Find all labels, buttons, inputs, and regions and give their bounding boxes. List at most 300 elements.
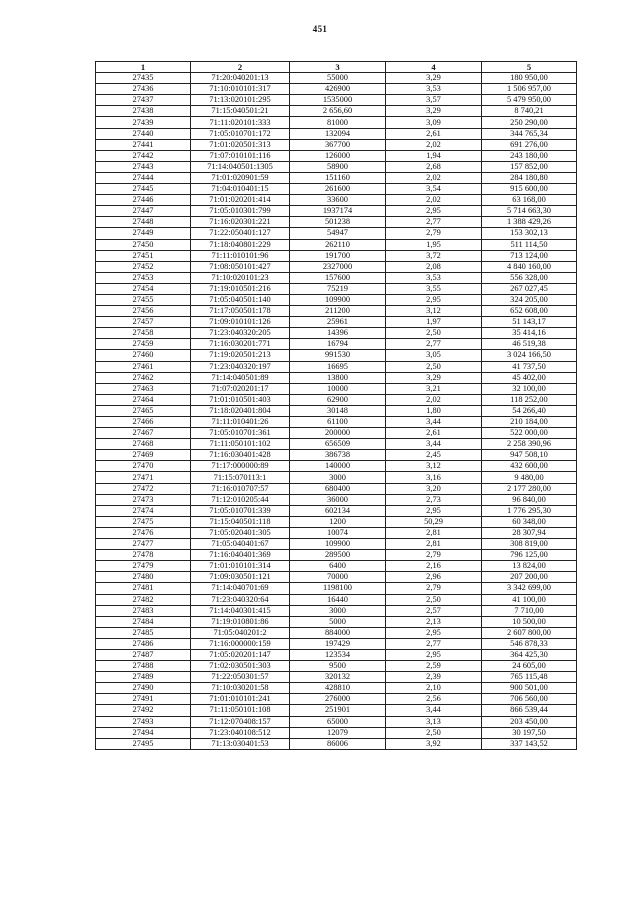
value-cell: 546 878,33 xyxy=(482,638,577,649)
value-cell: 8 740,21 xyxy=(482,106,577,117)
area-cell: 62900 xyxy=(290,394,386,405)
cadastral-number-cell: 71:10:030201:58 xyxy=(191,683,290,694)
value-cell: 706 560,00 xyxy=(482,694,577,705)
value-cell: 900 501,00 xyxy=(482,683,577,694)
area-cell: 140000 xyxy=(290,461,386,472)
area-cell: 276000 xyxy=(290,694,386,705)
record-number-cell: 27453 xyxy=(96,272,191,283)
rate-cell: 3,12 xyxy=(386,306,482,317)
value-cell: 54 266,40 xyxy=(482,405,577,416)
table-row xyxy=(96,172,577,183)
record-number-cell: 27436 xyxy=(96,84,191,95)
value-cell: 157 852,00 xyxy=(482,161,577,172)
area-cell: 320132 xyxy=(290,672,386,683)
record-number-cell: 27450 xyxy=(96,239,191,250)
value-cell: 180 950,00 xyxy=(482,73,577,84)
table-row xyxy=(96,672,577,683)
value-cell: 915 600,00 xyxy=(482,184,577,195)
area-cell: 10000 xyxy=(290,383,386,394)
value-cell: 713 124,00 xyxy=(482,250,577,261)
table-row xyxy=(96,106,577,117)
cadastral-number-cell: 71:11:010401:26 xyxy=(191,417,290,428)
table-row xyxy=(96,128,577,139)
area-cell: 991530 xyxy=(290,350,386,361)
value-cell: 5 714 663,30 xyxy=(482,206,577,217)
area-cell: 9500 xyxy=(290,661,386,672)
cadastral-number-cell: 71:16:020301:221 xyxy=(191,217,290,228)
cadastral-number-cell: 71:18:020401:804 xyxy=(191,405,290,416)
record-number-cell: 27441 xyxy=(96,139,191,150)
cadastral-number-cell: 71:01:010101:241 xyxy=(191,694,290,705)
table-row xyxy=(96,439,577,450)
area-cell: 5000 xyxy=(290,616,386,627)
area-cell: 75219 xyxy=(290,283,386,294)
record-number-cell: 27480 xyxy=(96,572,191,583)
area-cell: 25961 xyxy=(290,317,386,328)
table-row xyxy=(96,283,577,294)
column-header: 5 xyxy=(482,62,577,73)
table-row xyxy=(96,383,577,394)
area-cell: 501238 xyxy=(290,217,386,228)
value-cell: 364 425,30 xyxy=(482,649,577,660)
rate-cell: 3,54 xyxy=(386,184,482,195)
column-header: 1 xyxy=(96,62,191,73)
rate-cell: 2,95 xyxy=(386,649,482,660)
cadastral-number-cell: 71:11:050101:108 xyxy=(191,705,290,716)
cadastral-number-cell: 71:05:010701:339 xyxy=(191,505,290,516)
cadastral-number-cell: 71:16:000000:159 xyxy=(191,638,290,649)
area-cell: 197429 xyxy=(290,638,386,649)
record-number-cell: 27457 xyxy=(96,317,191,328)
area-cell: 109900 xyxy=(290,539,386,550)
table-row xyxy=(96,583,577,594)
rate-cell: 3,29 xyxy=(386,372,482,383)
area-cell: 13800 xyxy=(290,372,386,383)
cadastral-number-cell: 71:10:020101:23 xyxy=(191,272,290,283)
rate-cell: 3,44 xyxy=(386,439,482,450)
rate-cell: 2,02 xyxy=(386,394,482,405)
cadastral-number-cell: 71:15:040501:118 xyxy=(191,516,290,527)
value-cell: 3 342 699,00 xyxy=(482,583,577,594)
value-cell: 5 479 950,00 xyxy=(482,95,577,106)
table-row xyxy=(96,428,577,439)
area-cell: 12079 xyxy=(290,727,386,738)
area-cell: 86006 xyxy=(290,738,386,749)
cadastral-number-cell: 71:05:040501:140 xyxy=(191,294,290,305)
rate-cell: 2,50 xyxy=(386,361,482,372)
area-cell: 70000 xyxy=(290,572,386,583)
value-cell: 13 824,00 xyxy=(482,561,577,572)
record-number-cell: 27468 xyxy=(96,439,191,450)
cadastral-number-cell: 71:17:000000:89 xyxy=(191,461,290,472)
table-row xyxy=(96,250,577,261)
cadastral-number-cell: 71:23:040108:512 xyxy=(191,727,290,738)
value-cell: 267 027,45 xyxy=(482,283,577,294)
rate-cell: 2,77 xyxy=(386,217,482,228)
record-number-cell: 27459 xyxy=(96,339,191,350)
record-number-cell: 27490 xyxy=(96,683,191,694)
data-table xyxy=(95,61,577,750)
record-number-cell: 27438 xyxy=(96,106,191,117)
rate-cell: 3,44 xyxy=(386,417,482,428)
record-number-cell: 27466 xyxy=(96,417,191,428)
data-table-container xyxy=(95,61,576,750)
area-cell: 58900 xyxy=(290,161,386,172)
rate-cell: 3,44 xyxy=(386,705,482,716)
cadastral-number-cell: 71:16:030201:771 xyxy=(191,339,290,350)
rate-cell: 2,13 xyxy=(386,616,482,627)
cadastral-number-cell: 71:18:040801:229 xyxy=(191,239,290,250)
value-cell: 4 840 160,00 xyxy=(482,261,577,272)
cadastral-number-cell: 71:09:030501:121 xyxy=(191,572,290,583)
record-number-cell: 27455 xyxy=(96,294,191,305)
cadastral-number-cell: 71:23:040320:197 xyxy=(191,361,290,372)
cadastral-number-cell: 71:08:050101:427 xyxy=(191,261,290,272)
area-cell: 109900 xyxy=(290,294,386,305)
record-number-cell: 27478 xyxy=(96,550,191,561)
value-cell: 24 605,00 xyxy=(482,661,577,672)
rate-cell: 3,16 xyxy=(386,472,482,483)
cadastral-number-cell: 71:12:010205:44 xyxy=(191,494,290,505)
value-cell: 153 302,13 xyxy=(482,228,577,239)
area-cell: 55000 xyxy=(290,73,386,84)
table-row xyxy=(96,195,577,206)
table-row xyxy=(96,694,577,705)
table-row xyxy=(96,417,577,428)
area-cell: 16440 xyxy=(290,594,386,605)
cadastral-number-cell: 71:07:010101:116 xyxy=(191,150,290,161)
value-cell: 511 114,50 xyxy=(482,239,577,250)
table-row xyxy=(96,239,577,250)
value-cell: 866 539,44 xyxy=(482,705,577,716)
rate-cell: 1,94 xyxy=(386,150,482,161)
record-number-cell: 27435 xyxy=(96,73,191,84)
table-row xyxy=(96,161,577,172)
value-cell: 210 184,00 xyxy=(482,417,577,428)
table-row xyxy=(96,727,577,738)
area-cell: 36000 xyxy=(290,494,386,505)
value-cell: 28 307,94 xyxy=(482,527,577,538)
table-row xyxy=(96,616,577,627)
record-number-cell: 27460 xyxy=(96,350,191,361)
rate-cell: 2,02 xyxy=(386,139,482,150)
area-cell: 3000 xyxy=(290,472,386,483)
rate-cell: 3,21 xyxy=(386,383,482,394)
rate-cell: 2,77 xyxy=(386,638,482,649)
area-cell: 262110 xyxy=(290,239,386,250)
area-cell: 386738 xyxy=(290,450,386,461)
table-row xyxy=(96,539,577,550)
value-cell: 947 508,10 xyxy=(482,450,577,461)
column-header: 3 xyxy=(290,62,386,73)
area-cell: 151160 xyxy=(290,172,386,183)
record-number-cell: 27446 xyxy=(96,195,191,206)
value-cell: 432 600,00 xyxy=(482,461,577,472)
table-row xyxy=(96,272,577,283)
record-number-cell: 27479 xyxy=(96,561,191,572)
table-row xyxy=(96,328,577,339)
value-cell: 3 024 166,50 xyxy=(482,350,577,361)
rate-cell: 2,39 xyxy=(386,672,482,683)
area-cell: 2327000 xyxy=(290,261,386,272)
cadastral-number-cell: 71:01:020901:59 xyxy=(191,172,290,183)
rate-cell: 2,95 xyxy=(386,505,482,516)
value-cell: 344 765,34 xyxy=(482,128,577,139)
area-cell: 16794 xyxy=(290,339,386,350)
rate-cell: 3,09 xyxy=(386,117,482,128)
table-row xyxy=(96,527,577,538)
value-cell: 35 414,16 xyxy=(482,328,577,339)
area-cell: 191700 xyxy=(290,250,386,261)
cadastral-number-cell: 71:01:010501:403 xyxy=(191,394,290,405)
rate-cell: 3,29 xyxy=(386,106,482,117)
rate-cell: 2,61 xyxy=(386,428,482,439)
table-row xyxy=(96,317,577,328)
rate-cell: 2,81 xyxy=(386,527,482,538)
cadastral-number-cell: 71:05:020201:147 xyxy=(191,649,290,660)
column-header: 4 xyxy=(386,62,482,73)
record-number-cell: 27454 xyxy=(96,283,191,294)
cadastral-number-cell: 71:22:050301:57 xyxy=(191,672,290,683)
value-cell: 207 200,00 xyxy=(482,572,577,583)
rate-cell: 3,53 xyxy=(386,272,482,283)
table-row xyxy=(96,228,577,239)
record-number-cell: 27464 xyxy=(96,394,191,405)
cadastral-number-cell: 71:23:040320:205 xyxy=(191,328,290,339)
value-cell: 32 100,00 xyxy=(482,383,577,394)
area-cell: 1198100 xyxy=(290,583,386,594)
area-cell: 680400 xyxy=(290,483,386,494)
rate-cell: 2,02 xyxy=(386,195,482,206)
record-number-cell: 27443 xyxy=(96,161,191,172)
rate-cell: 2,50 xyxy=(386,594,482,605)
area-cell: 123534 xyxy=(290,649,386,660)
table-row xyxy=(96,217,577,228)
value-cell: 243 180,00 xyxy=(482,150,577,161)
rate-cell: 2,95 xyxy=(386,206,482,217)
value-cell: 284 180,80 xyxy=(482,172,577,183)
area-cell: 30148 xyxy=(290,405,386,416)
record-number-cell: 27462 xyxy=(96,372,191,383)
cadastral-number-cell: 71:01:010101:314 xyxy=(191,561,290,572)
area-cell: 157600 xyxy=(290,272,386,283)
area-cell: 251901 xyxy=(290,705,386,716)
record-number-cell: 27449 xyxy=(96,228,191,239)
record-number-cell: 27477 xyxy=(96,539,191,550)
table-row xyxy=(96,84,577,95)
table-row xyxy=(96,483,577,494)
cadastral-number-cell: 71:04:010401:15 xyxy=(191,184,290,195)
rate-cell: 3,20 xyxy=(386,483,482,494)
rate-cell: 2,81 xyxy=(386,539,482,550)
record-number-cell: 27482 xyxy=(96,594,191,605)
record-number-cell: 27473 xyxy=(96,494,191,505)
rate-cell: 2,16 xyxy=(386,561,482,572)
record-number-cell: 27451 xyxy=(96,250,191,261)
area-cell: 3000 xyxy=(290,605,386,616)
cadastral-number-cell: 71:05:010301:799 xyxy=(191,206,290,217)
value-cell: 337 143,52 xyxy=(482,738,577,749)
area-cell: 132094 xyxy=(290,128,386,139)
area-cell: 33600 xyxy=(290,195,386,206)
rate-cell: 2,56 xyxy=(386,694,482,705)
value-cell: 324 205,00 xyxy=(482,294,577,305)
cadastral-number-cell: 71:15:070113:1 xyxy=(191,472,290,483)
rate-cell: 2,95 xyxy=(386,627,482,638)
record-number-cell: 27447 xyxy=(96,206,191,217)
value-cell: 1 506 957,00 xyxy=(482,84,577,95)
area-cell: 10074 xyxy=(290,527,386,538)
value-cell: 556 328,00 xyxy=(482,272,577,283)
table-row xyxy=(96,394,577,405)
value-cell: 796 125,00 xyxy=(482,550,577,561)
table-row xyxy=(96,294,577,305)
cadastral-number-cell: 71:11:020101:333 xyxy=(191,117,290,128)
area-cell: 65000 xyxy=(290,716,386,727)
cadastral-number-cell: 71:13:030401:53 xyxy=(191,738,290,749)
cadastral-number-cell: 71:19:020501:213 xyxy=(191,350,290,361)
area-cell: 6400 xyxy=(290,561,386,572)
cadastral-number-cell: 71:23:040320:64 xyxy=(191,594,290,605)
table-row xyxy=(96,661,577,672)
value-cell: 63 168,00 xyxy=(482,195,577,206)
area-cell: 61100 xyxy=(290,417,386,428)
table-row xyxy=(96,339,577,350)
table-row xyxy=(96,649,577,660)
cadastral-number-cell: 71:19:010801:86 xyxy=(191,616,290,627)
cadastral-number-cell: 71:14:040501:89 xyxy=(191,372,290,383)
table-body xyxy=(96,73,577,750)
table-row xyxy=(96,405,577,416)
area-cell: 289500 xyxy=(290,550,386,561)
table-row xyxy=(96,450,577,461)
table-row xyxy=(96,572,577,583)
value-cell: 2 177 280,00 xyxy=(482,483,577,494)
cadastral-number-cell: 71:15:040501:21 xyxy=(191,106,290,117)
rate-cell: 2,95 xyxy=(386,294,482,305)
cadastral-number-cell: 71:11:010101:96 xyxy=(191,250,290,261)
cadastral-number-cell: 71:13:020101:295 xyxy=(191,95,290,106)
record-number-cell: 27486 xyxy=(96,638,191,649)
table-row xyxy=(96,139,577,150)
record-number-cell: 27469 xyxy=(96,450,191,461)
value-cell: 51 143,17 xyxy=(482,317,577,328)
rate-cell: 2,77 xyxy=(386,339,482,350)
area-cell: 81000 xyxy=(290,117,386,128)
record-number-cell: 27476 xyxy=(96,527,191,538)
cadastral-number-cell: 71:05:040201:2 xyxy=(191,627,290,638)
area-cell: 426900 xyxy=(290,84,386,95)
cadastral-number-cell: 71:16:030401:428 xyxy=(191,450,290,461)
table-row xyxy=(96,505,577,516)
table-row xyxy=(96,516,577,527)
table-row xyxy=(96,150,577,161)
table-row xyxy=(96,716,577,727)
record-number-cell: 27465 xyxy=(96,405,191,416)
cadastral-number-cell: 71:05:010701:172 xyxy=(191,128,290,139)
record-number-cell: 27481 xyxy=(96,583,191,594)
value-cell: 46 519,38 xyxy=(482,339,577,350)
value-cell: 522 000,00 xyxy=(482,428,577,439)
rate-cell: 3,53 xyxy=(386,84,482,95)
rate-cell: 2,50 xyxy=(386,328,482,339)
record-number-cell: 27439 xyxy=(96,117,191,128)
table-row xyxy=(96,117,577,128)
table-row xyxy=(96,350,577,361)
cadastral-number-cell: 71:05:010701:361 xyxy=(191,428,290,439)
rate-cell: 2,10 xyxy=(386,683,482,694)
record-number-cell: 27458 xyxy=(96,328,191,339)
cadastral-number-cell: 71:16:040401:369 xyxy=(191,550,290,561)
area-cell: 14396 xyxy=(290,328,386,339)
value-cell: 250 290,00 xyxy=(482,117,577,128)
rate-cell: 2,79 xyxy=(386,550,482,561)
cadastral-number-cell: 71:14:040501:1305 xyxy=(191,161,290,172)
record-number-cell: 27487 xyxy=(96,649,191,660)
record-number-cell: 27445 xyxy=(96,184,191,195)
table-row xyxy=(96,361,577,372)
table-row xyxy=(96,550,577,561)
cadastral-number-cell: 71:19:010501:216 xyxy=(191,283,290,294)
cadastral-number-cell: 71:02:030501:303 xyxy=(191,661,290,672)
rate-cell: 3,12 xyxy=(386,461,482,472)
value-cell: 41 737,50 xyxy=(482,361,577,372)
table-row xyxy=(96,638,577,649)
table-row xyxy=(96,627,577,638)
table-row xyxy=(96,494,577,505)
cadastral-number-cell: 71:05:020401:305 xyxy=(191,527,290,538)
cadastral-number-cell: 71:11:050101:102 xyxy=(191,439,290,450)
rate-cell: 3,72 xyxy=(386,250,482,261)
record-number-cell: 27463 xyxy=(96,383,191,394)
value-cell: 765 115,48 xyxy=(482,672,577,683)
record-number-cell: 27495 xyxy=(96,738,191,749)
rate-cell: 1,95 xyxy=(386,239,482,250)
record-number-cell: 27442 xyxy=(96,150,191,161)
area-cell: 200000 xyxy=(290,428,386,439)
record-number-cell: 27485 xyxy=(96,627,191,638)
cadastral-number-cell: 71:10:010101:317 xyxy=(191,84,290,95)
record-number-cell: 27474 xyxy=(96,505,191,516)
rate-cell: 2,45 xyxy=(386,450,482,461)
rate-cell: 3,55 xyxy=(386,283,482,294)
rate-cell: 2,79 xyxy=(386,583,482,594)
value-cell: 652 608,00 xyxy=(482,306,577,317)
rate-cell: 2,96 xyxy=(386,572,482,583)
cadastral-number-cell: 71:22:050401:127 xyxy=(191,228,290,239)
area-cell: 367700 xyxy=(290,139,386,150)
record-number-cell: 27491 xyxy=(96,694,191,705)
rate-cell: 1,97 xyxy=(386,317,482,328)
rate-cell: 3,05 xyxy=(386,350,482,361)
record-number-cell: 27437 xyxy=(96,95,191,106)
rate-cell: 2,68 xyxy=(386,161,482,172)
cadastral-number-cell: 71:14:040701:69 xyxy=(191,583,290,594)
value-cell: 308 819,00 xyxy=(482,539,577,550)
value-cell: 1 776 295,30 xyxy=(482,505,577,516)
rate-cell: 3,13 xyxy=(386,716,482,727)
value-cell: 691 276,00 xyxy=(482,139,577,150)
rate-cell: 2,57 xyxy=(386,605,482,616)
area-cell: 261600 xyxy=(290,184,386,195)
area-cell: 1200 xyxy=(290,516,386,527)
area-cell: 16695 xyxy=(290,361,386,372)
value-cell: 1 388 429,26 xyxy=(482,217,577,228)
area-cell: 884000 xyxy=(290,627,386,638)
rate-cell: 3,57 xyxy=(386,95,482,106)
value-cell: 2 607 800,00 xyxy=(482,627,577,638)
table-row xyxy=(96,594,577,605)
